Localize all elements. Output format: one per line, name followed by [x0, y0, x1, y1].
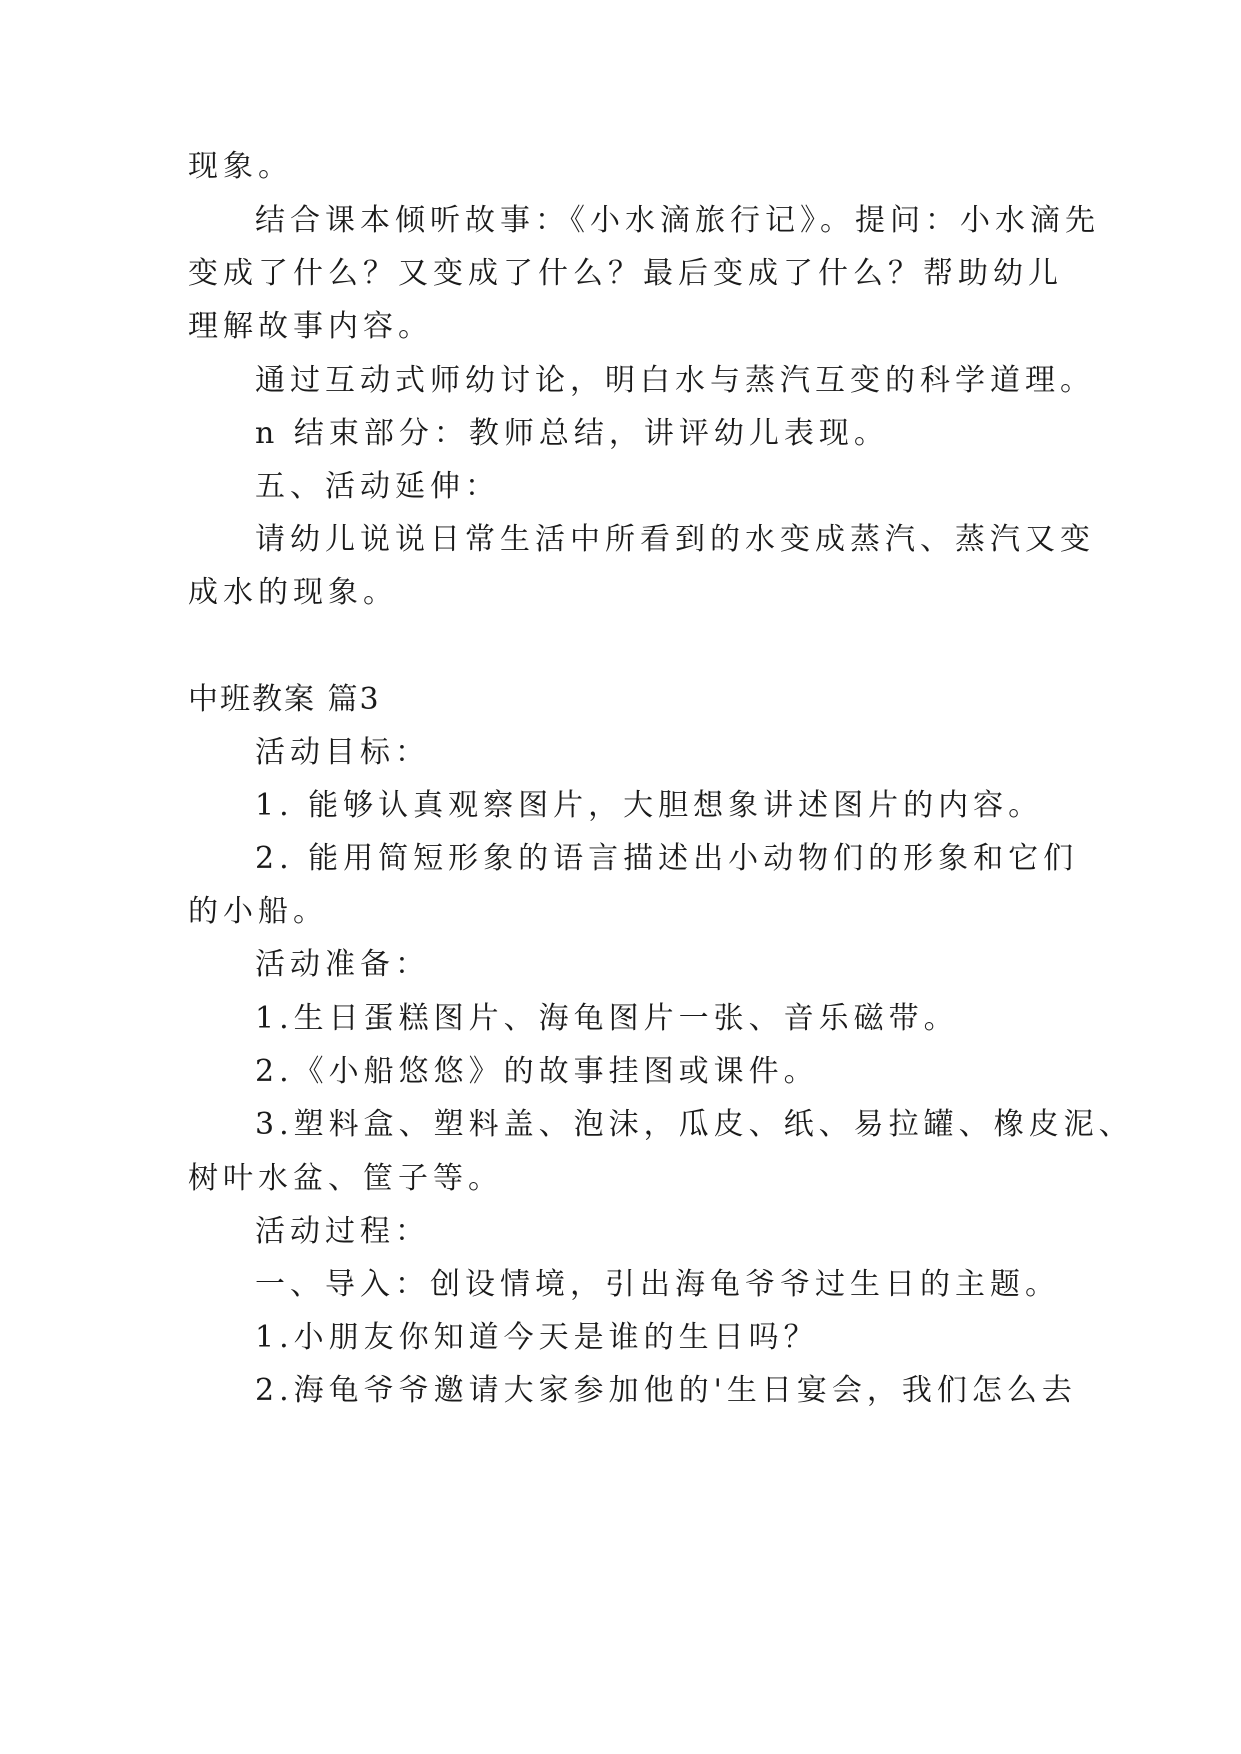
list-item: 3.塑料盒、塑料盖、泡沫，瓜皮、纸、易拉罐、橡皮泥、 [255, 1107, 1134, 1142]
section-heading: 活动目标： [255, 735, 430, 770]
paragraph-line: 变成了什么？又变成了什么？最后变成了什么？帮助幼儿 [188, 256, 1063, 291]
paragraph-line: 结合课本倾听故事：《小水滴旅行记》。提问：小水滴先 [255, 203, 1100, 238]
paragraph-line: 现象。 [188, 149, 293, 184]
list-item: 1.生日蛋糕图片、海龟图片一张、音乐磁带。 [255, 1001, 959, 1036]
paragraph-line: 通过互动式师幼讨论，明白水与蒸汽互变的科学道理。 [255, 363, 1095, 398]
paragraph-line: 一、导入：创设情境，引出海龟爷爷过生日的主题。 [255, 1267, 1060, 1302]
list-item: 2.海龟爷爷邀请大家参加他的'生日宴会，我们怎么去 [255, 1373, 1077, 1408]
list-item: 1.小朋友你知道今天是谁的生日吗？ [255, 1320, 819, 1355]
section-heading: 活动准备： [255, 947, 430, 982]
section-heading: 五、活动延伸： [255, 469, 500, 504]
lesson-title: 中班教案 篇3 [188, 682, 381, 717]
paragraph-line: 成水的现象。 [188, 575, 398, 610]
list-item: 1. 能够认真观察图片，大胆想象讲述图片的内容。 [255, 788, 1044, 823]
list-item: 2.《小船悠悠》的故事挂图或课件。 [255, 1054, 819, 1089]
list-item: 2. 能用简短形象的语言描述出小动物们的形象和它们 [255, 841, 1079, 876]
section-heading: 活动过程： [255, 1214, 430, 1249]
paragraph-line: 的小船。 [188, 894, 328, 929]
paragraph-line: 树叶水盆、筐子等。 [188, 1161, 503, 1196]
paragraph-line: n 结束部分：教师总结，讲评幼儿表现。 [255, 416, 889, 451]
paragraph-line: 请幼儿说说日常生活中所看到的水变成蒸汽、蒸汽又变 [255, 522, 1095, 557]
paragraph-line: 理解故事内容。 [188, 309, 433, 344]
